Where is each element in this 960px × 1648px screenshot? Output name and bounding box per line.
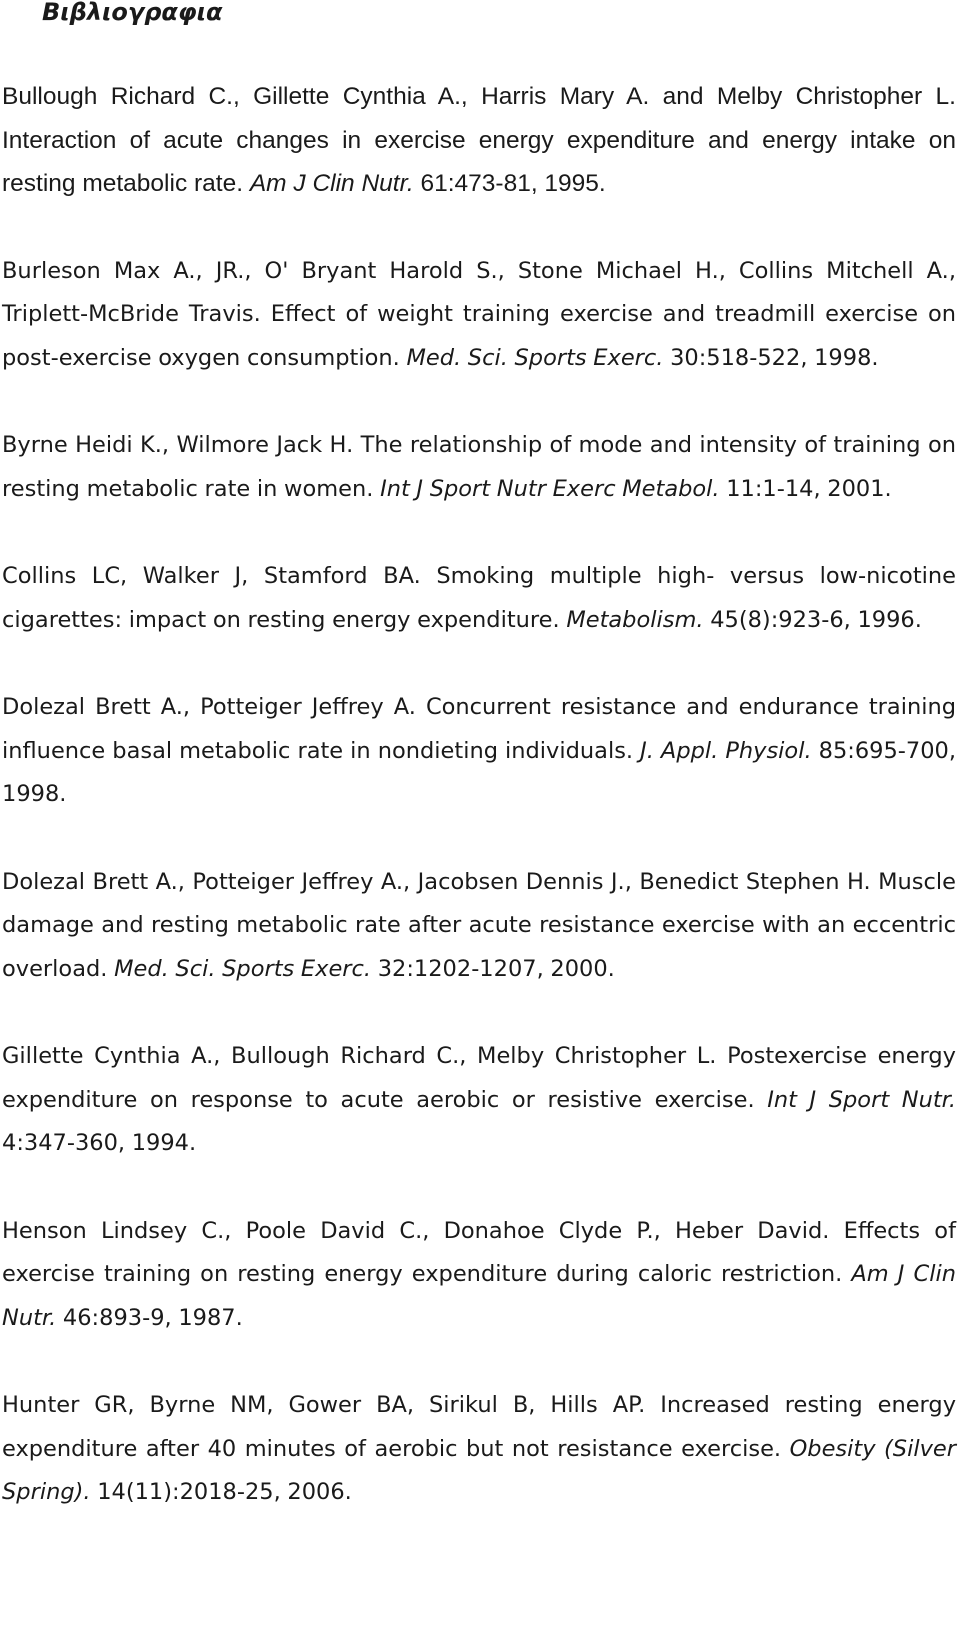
- reference-item: [2, 1210, 956, 1341]
- reference-title: The relationship of mode and intensity of training on resting metabolic rate in women.: [2, 432, 956, 502]
- reference-title: Interaction of acute changes in exercise energy expenditure and energy intake on resting metabolic rate.: [2, 126, 956, 197]
- reference-authors: Dolezal Brett A., Potteiger Jeffrey A., Jacobsen Dennis J., Benedict Stephen H.: [2, 868, 871, 895]
- reference-journal: Am J Clin Nutr.: [249, 170, 414, 197]
- reference-journal: Obesity (Silver Spring).: [2, 1435, 957, 1505]
- reference-journal: Med. Sci. Sports Exerc.: [114, 955, 372, 982]
- reference-journal: Int J Sport Nutr.: [767, 1086, 956, 1113]
- reference-citation: 14(11):2018-25, 2006.: [97, 1479, 352, 1505]
- reference-title: Concurrent resistance and endurance training influence basal metabolic rate in nondieting individuals.: [2, 694, 957, 764]
- reference-citation: 46:893-9, 1987.: [62, 1304, 243, 1331]
- reference-item: [2, 861, 956, 992]
- reference-authors: Byrne Heidi K., Wilmore Jack H.: [2, 432, 354, 458]
- reference-citation: 4:347-360, 1994.: [2, 1130, 197, 1156]
- reference-list: [2, 75, 956, 1559]
- reference-item: [2, 1035, 956, 1166]
- reference-journal: Int J Sport Nutr Exerc Metabol.: [380, 475, 720, 502]
- reference-title: Effects of exercise training on resting energy expenditure during caloric restriction.: [2, 1217, 956, 1287]
- reference-item: [2, 686, 956, 817]
- reference-journal: J. Appl. Physiol.: [640, 737, 812, 764]
- reference-citation: 85:695-700, 1998.: [2, 737, 957, 807]
- reference-title: Muscle damage and resting metabolic rate after acute resistance exercise with an eccentric overload.: [2, 868, 956, 982]
- reference-title: Smoking multiple high- versus low-nicotine cigarettes: impact on resting energy expenditure.: [2, 563, 956, 633]
- reference-journal: Metabolism.: [566, 606, 704, 633]
- reference-item: [2, 555, 956, 642]
- reference-citation: 30:518-522, 1998.: [670, 344, 879, 371]
- reference-authors: Gillette Cynthia A., Bullough Richard C., Melby Christopher L.: [2, 1043, 717, 1069]
- reference-item: [2, 250, 956, 381]
- reference-authors: Burleson Max A., JR., O' Bryant Harold S., Stone Michael H., Collins Mitchell A., Triplett-McBride Travis.: [2, 257, 956, 327]
- reference-title: Increased resting energy expenditure after 40 minutes of aerobic but not resistance exercise.: [2, 1392, 957, 1462]
- reference-journal: Am J Clin Nutr.: [2, 1261, 956, 1331]
- reference-authors: Henson Lindsey C., Poole David C., Donahoe Clyde P., Heber David.: [2, 1217, 830, 1244]
- reference-authors: Hunter GR, Byrne NM, Gower BA, Sirikul B, Hills AP.: [2, 1392, 646, 1418]
- reference-item: [2, 424, 956, 511]
- reference-citation: 11:1-14, 2001.: [726, 475, 892, 502]
- reference-title: Effect of weight training exercise and treadmill exercise on post-exercise oxygen consumption.: [2, 301, 957, 371]
- reference-authors: Collins LC, Walker J, Stamford BA.: [2, 563, 421, 589]
- reference-journal: Med. Sci. Sports Exerc.: [406, 344, 664, 371]
- reference-authors: Dolezal Brett A., Potteiger Jeffrey A.: [2, 694, 416, 720]
- page-title: Βιβλιογραφια: [42, 0, 223, 26]
- reference-item: [2, 1384, 956, 1515]
- reference-citation: 45(8):923-6, 1996.: [710, 606, 922, 633]
- reference-title: Postexercise energy expenditure on response to acute aerobic or resistive exercise.: [2, 1043, 956, 1113]
- reference-item: [2, 75, 956, 206]
- reference-authors: Bullough Richard C., Gillette Cynthia A., Harris Mary A. and Melby Christopher L.: [2, 83, 956, 110]
- reference-citation: 61:473-81, 1995.: [420, 170, 606, 197]
- reference-citation: 32:1202-1207, 2000.: [377, 955, 615, 982]
